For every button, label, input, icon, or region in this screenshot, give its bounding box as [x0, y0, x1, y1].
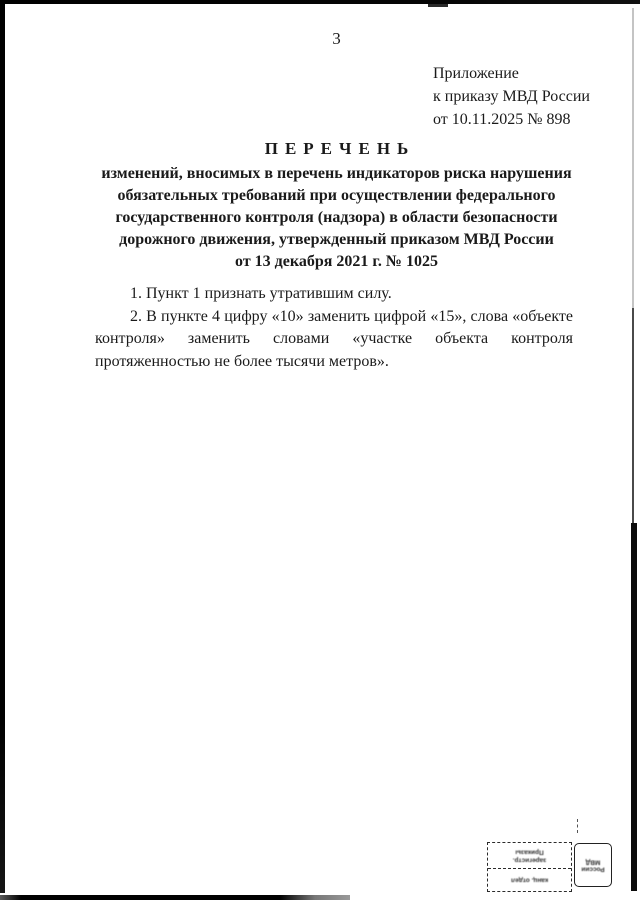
scan-artifact-top-edge [0, 0, 640, 4]
scan-artifact-left-edge [0, 2, 5, 893]
document-body [95, 283, 573, 373]
stamp-left-box [487, 842, 572, 892]
scan-artifact-right-edge-top [632, 8, 634, 308]
appendix-header-line: к приказу МВД России [433, 88, 590, 105]
subtitle-line: изменений, вносимых в перечень индикаторов риска нарушения [101, 165, 572, 182]
document-title: ПЕРЕЧЕНЬ [264, 139, 416, 158]
stamp-text-illegible: канц. отдел [510, 876, 549, 884]
stamp-text-illegible: МВД [585, 858, 601, 865]
stamp-bottom-cell [488, 869, 571, 891]
scan-artifact-right-edge-middle [632, 308, 634, 523]
appendix-header [433, 62, 590, 131]
body-paragraph-1: 1. Пункт 1 признать утратившим силу. [130, 285, 392, 302]
subtitle-line: государственного контроля (надзора) в области безопасности [115, 209, 558, 226]
stamp-tick-mark [577, 819, 579, 833]
scan-artifact-top-dash [428, 4, 448, 7]
page-number: 3 [332, 29, 341, 48]
stamp-text-illegible: зарегистр. [512, 856, 547, 863]
stamp-top-cell [488, 843, 571, 869]
appendix-header-line: от 10.11.2025 № 898 [433, 111, 571, 128]
document-subtitle [78, 163, 595, 273]
stamp-mvd-box [574, 843, 612, 887]
subtitle-line: от 13 декабря 2021 г. № 1025 [235, 253, 438, 270]
subtitle-line: дорожного движения, утвержденный приказом МВД России [119, 231, 554, 248]
registration-stamp [487, 841, 614, 893]
scan-artifact-bottom-edge [0, 895, 350, 900]
body-paragraph-2: 2. В пункте 4 цифру «10» заменить цифрой «15», слова «объекте контроля» заменить словами «участке объекта контроля протяженностью не более тысячи метров». [95, 307, 573, 370]
scan-artifact-right-edge-bottom [631, 523, 637, 891]
subtitle-line: обязательных требований при осуществлении федерального [117, 187, 556, 204]
stamp-text-illegible: России [581, 865, 605, 873]
appendix-header-line: Приложение [433, 65, 519, 82]
stamp-text-illegible: Приказы [515, 848, 544, 856]
